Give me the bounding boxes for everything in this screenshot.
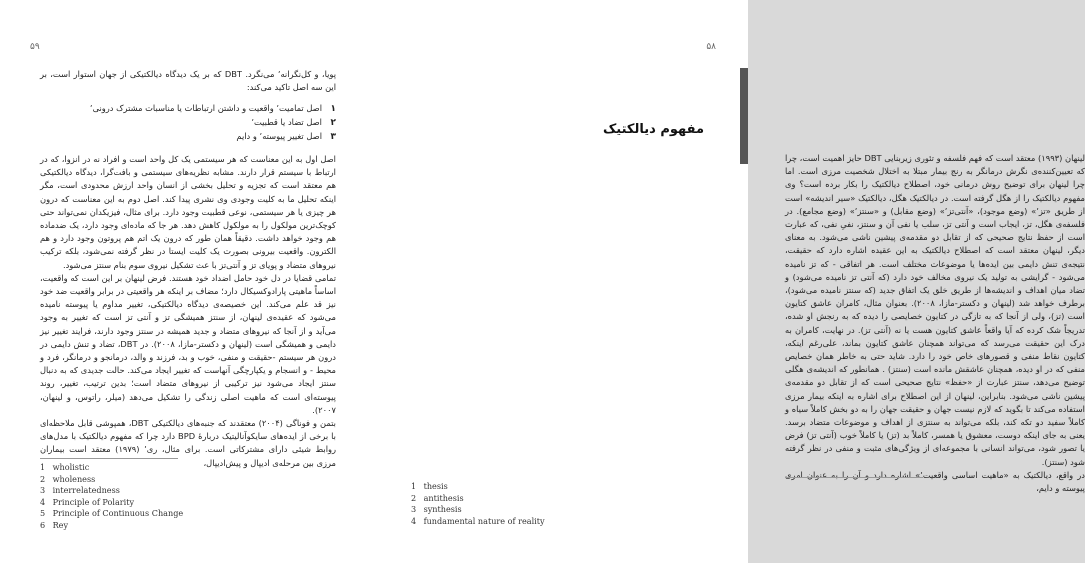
chapter-title: مفهوم دیالکتیک (603, 122, 704, 137)
footnote-divider (40, 458, 178, 459)
footnote: 3 synthesis (411, 504, 462, 515)
footnote: 1 wholistic (40, 462, 90, 472)
page-number: ۵۸ (706, 42, 716, 52)
body-text (785, 152, 1085, 495)
page-number: ۵۹ (30, 42, 40, 52)
paragraph: اصل اول به این معناست که هر سیستمی یک کل واحد است و افراد نه در انزوا، که در ارتباط با سیستم قرار دارند. مشابه نظریه‌های سیستمی و بافت‌گرا، دیدگاه دیالکتیکی هم معتقد است که تجزیه و تحلیل بخشی از انسان واحد ارزش محدودی است، مگر اینکه تحلیل ما به کلیت وجودی وی نشری پیدا کند. اصل دوم به این معناست که درون هر چیزی یا هر سیستمی، نوعی قطبیت وجود دارد. برای مثال، فیزیکدان نمی‌تواند حتی کوچک‌ترین مولکول را به مولکول کاهش دهد. هر جا که ماده‌ای وجود دارد، یک ضدماده هم وجود خواهد داشت. دقیقاً همان طور که درون یک اتم هم پروتون وجود دارد و هم الکترون. واقعیت بیرونی بصورت یک کلیت ایستا در نظر گرفته نمی‌شود، بلکه ترکیب نیروهای متضاد و پویای تز و آنتی‌تز با عث تشکیل نیروی سوم بنام سنتز می‌شود. (40, 154, 336, 270)
paragraph: لینهان (۱۹۹۳) معتقد است که فهم فلسفه و تئوری زیربنایی DBT حایز اهمیت است، چرا که تعیین‌کننده‌ی نگرش درمانگر به رنج بیمار مبتلا به اختلال شخصیت مرزی است. اما چرا لینهان برای توضیح روش درمانی خود، اصطلاح دیالکتیک را بکار برده است؟ وی مفهوم دیالکتیک را از هگل گرفته است. در دیالکتیک هگل، دیالکتیک «سیر اندیشه» است از طریق «تز٬» (وضع موجود)، «آنتی‌تز٬» (وضع مقابل) و «سنتز٬» (وضع مجامع). در فلسفه‌ی هگل، تز، ایجاب است و آنتی تز، سلب یا نفی آن و سنتز، نفیِ نفی، که عبارت است از حفظ نتایج صحیحی که از تقابل دو مقدمه‌ی پیشین ناشی می‌شود. به معنای دیگر، لینهان معتقد است که اصطلاح دیالکتیک به این عقیده اشاره دارد که حقیقت، نتیجه‌ی تنش دایمی بین ایده‌ها یا موضوعات مختلف است. هر اتفاقی - که تز نامیده می‌شود - گرایشی به تولید یک نیروی مخالف خود دارد (که آنتی تز نامیده می‌شود) و تضاد میان اهداف و اندیشه‌ها از طریق خلق یک اتفاق جدید (که سنتز نامیده می‌شود)، برطرف خواهد شد (لینهان و دکستر-مازا، ۲۰۰۸). بعنوان مثال، کامران عاشق کتایون است (تز)، ولی از آنجا که به تازگی در کتایون خصایصی را دیده که به رنجش او شده، تدریجاً شک کرده که آیا واقعاً عاشق کتایون هست یا نه (آنتی تز). در نهایت، کامران به درک این حقیقت می‌رسد که می‌تواند همچنان عاشق کتایون بماند، علی‌رغم اینکه، کتایون نقاط منفی و قصورهای خاص خود را دارد. شاید حتی به خاطر همان خصایص منفی که در او دیده، همچنان عاشقش مانده است (سنتز) . همانطور که اندیشه‌ی هگلی توضیح می‌دهد، سنتز عبارت از «حفظ» نتایج صحیحی است که از تقابل دو مقدمه‌ی پیشین ناشی می‌شود. بنابراین، لینهان از این اصطلاح برای اشاره به اینکه بیمار مرزی استفاده می‌کند تا بگوید که لازم نیست جهان و حقیقت جهان را به دو بخش کاملاً سیاه و کاملاً سفید دو تکه کند، بلکه می‌تواند به سنتزی از اهداف و موضوعات متضاد برسد. یعنی به جای اینکه دوست، معشوق یا همسر، کاملاً بد (تز) یا کاملاً خوب (آنتی تز) فرض یا تصور شود، می‌تواند انسانی با مجموعه‌ای از ویژگی‌های مثبت و منفی در نظر گرفته شود (سنتز). (785, 153, 1085, 467)
footnote: 4 fundamental nature of reality (411, 515, 545, 526)
list-text: اصل تمامیت٬ واقعیت و داشتن ارتباطات یا مناسبات مشترک درونی٬ (89, 103, 322, 113)
thumb-tab (740, 68, 748, 164)
left-page (0, 0, 375, 563)
intro-paragraph: پویا، و کل‌نگرانه٬ می‌نگرد. DBT که بر یک دیدگاه دیالکتیکی از جهان استوار است، بر این سه اصل تاکید می‌کند: (40, 69, 337, 93)
footnote: 1 thesis (411, 481, 448, 491)
footnotes (40, 462, 183, 532)
principles-list (40, 101, 336, 143)
footnote: 4 Principle of Polarity (40, 496, 135, 507)
footnote-divider (785, 477, 923, 478)
footnote: 2 wholeness (40, 473, 96, 484)
footnote: 3 interrelatedness (40, 485, 120, 496)
list-item (40, 129, 336, 143)
right-page (374, 0, 1085, 563)
footnote: 5 Principle of Continuous Change (40, 508, 184, 519)
list-number: ۱ (330, 104, 336, 114)
list-item (40, 101, 336, 115)
footnote: 6 Rey (40, 519, 69, 530)
paragraph: تمامی قضایا در دل خود حامل اضداد خود هستند. فرض لینهان بر این است که واقعیت، اساساً ماهیتی پارادوکسیکال دارد؛ مضاف بر اینکه هر واقعیتی در برابر واقعیت ضد خود نیز قد علم می‌کند. این خصیصه‌ی دیدگاه دیالکتیکی، تغییر مداوم یا پیوسته نامیده می‌شود که عقیده‌ی لینهان، از سنتز همیشگی تز و آنتی تز است که تغییر به وجود می‌آید و از آنجا که نیروهای متضاد و جدید همیشه در سنتز وجود دارند، فرایند تغییر نیز دایمی و همیشگی است (لینهان و دکستر-مازا، ۲۰۰۸). در DBT، تضاد و تنش دایمی در درون هر سیستم -حقیقت و منفی، خوب و بد، فرزند و والد، درمانجو و درمانگر، فرد و محیط - و انسجام و یکپارچگی آنهاست که تغییر ایجاد می‌کند. حالت جدیدی که به دنبال سنتز ایجاد می‌شود نیز ترکیبی از نیروهای متضاد است؛ بدین ترتیب، تغییر، روند پیوسته‌ای است که ماهیت اصلی زندگی را تشکیل می‌دهد (میلر، راتوس، و لینهان، ۲۰۰۷). (40, 272, 336, 415)
paragraph: بتمن و فوناگی (۲۰۰۴) معتقدند که جنبه‌های دیالکتیکی DBT، همپوشی قابل ملاحظه‌ای با برخی از ایده‌های سایکوآنالیتیک دربارهٔ BPD دارد چرا که مفهوم دیالکتیک با مدل‌های روابط شیئی دارای مشترکاتی است. برای مثال، ری٬ (۱۹۷۹) معتقد است بیماران مرزی بین مرحله‌ی ادیپال و پیش‌ادیپال، (40, 418, 337, 468)
list-text: اصل تغییر پیوسته٬ و دایم (236, 131, 322, 141)
list-number: ۳ (330, 132, 336, 142)
body-text (40, 153, 336, 470)
list-number: ۲ (330, 118, 336, 128)
footnote: 2 antithesis (411, 492, 464, 503)
paragraph: در واقع، دیالکتیک به «ماهیت اساسی واقعیت٬» اشاره دارد و آن را به عنوان امری پیوسته و دایم، (785, 469, 1085, 494)
list-item (40, 115, 336, 129)
list-text: اصل تضاد یا قطبیت٬ (251, 117, 322, 127)
footnotes (411, 481, 545, 527)
